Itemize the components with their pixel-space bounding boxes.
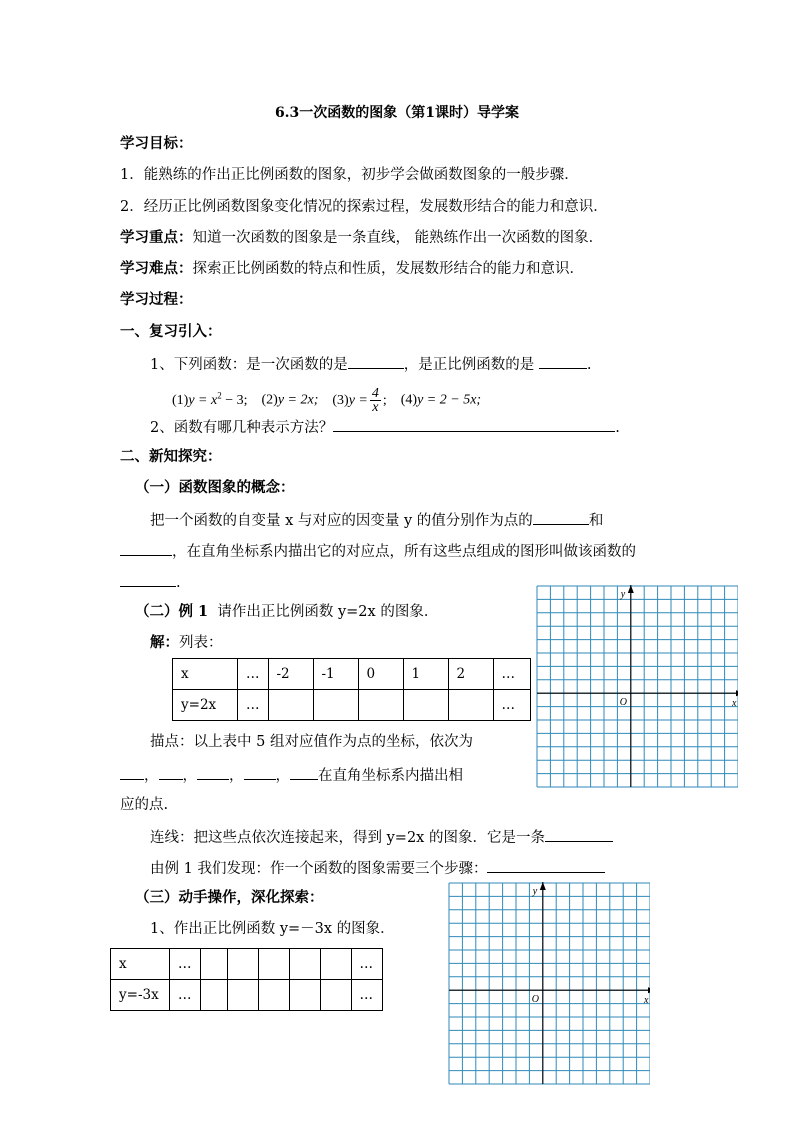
y-axis-label: y [620, 589, 626, 600]
table-cell[interactable] [268, 690, 313, 721]
table-cell: … [238, 690, 269, 721]
difficulty-label: 学习难点： [120, 260, 193, 277]
function-options [172, 382, 481, 414]
table-cell: … [493, 659, 530, 690]
difficulty [120, 259, 584, 279]
table-row [173, 659, 531, 690]
section2-heading: 二、新知探究： [120, 448, 222, 465]
table-cell: -2 [268, 659, 313, 690]
example-1-text: 请作出正比例函数 y=2x 的图象． [217, 604, 439, 620]
answer-blank[interactable] [120, 764, 144, 780]
table-cell[interactable] [227, 980, 258, 1011]
table-cell: y=2x [173, 690, 238, 721]
table-cell: -1 [313, 659, 358, 690]
answer-blank[interactable] [120, 571, 176, 587]
answer-blank[interactable] [333, 416, 615, 432]
subsection-concept: （一）函数图象的概念： [135, 479, 295, 496]
answer-blank[interactable] [290, 764, 318, 780]
x-axis-label: x [644, 995, 649, 1007]
question-1-end: . [586, 357, 592, 373]
plot-line-3: 应的点. [120, 797, 169, 813]
answer-blank[interactable] [545, 826, 613, 842]
table-cell[interactable] [200, 980, 227, 1011]
example-1-heading [135, 602, 438, 622]
page-title: 6.3一次函数的图象（第1课时）导学案 [274, 105, 520, 121]
x-axis-arrow-icon [648, 987, 650, 993]
question-2-text: 2、函数有哪几种表示方法？ [150, 420, 334, 436]
table-cell[interactable] [320, 980, 351, 1011]
subsection-practice: （三）动手操作，深化探索： [135, 889, 324, 906]
plot-line-2: ， ， ， ， 在直角坐标系内描出相 [120, 764, 463, 786]
option-1: $(1)y = x^2 - 3$; [172, 390, 248, 408]
example-1-label: （二）例 1 [135, 603, 209, 620]
table-cell[interactable] [289, 949, 320, 980]
table-row [173, 690, 531, 721]
table-cell[interactable] [258, 980, 289, 1011]
table-cell[interactable] [200, 949, 227, 980]
key-point [120, 228, 603, 248]
y-axis-label: y [532, 886, 538, 897]
answer-blank[interactable] [197, 764, 229, 780]
table-cell[interactable] [227, 949, 258, 980]
answer-blank[interactable] [487, 857, 605, 873]
solution-line: 解：列表： [150, 634, 223, 651]
concept-line-1: 把一个函数的自变量 x 与对应的因变量 y 的值分别作为点的 和 [150, 509, 603, 531]
section1-heading: 一、复习引入： [120, 323, 222, 340]
plot-line-1: 描点：以上表中 5 组对应值作为点的坐标，依次为 [150, 734, 473, 750]
answer-blank[interactable] [348, 353, 404, 369]
table-cell: 2 [448, 659, 493, 690]
table-cell: … [351, 949, 382, 980]
value-table-1 [172, 658, 531, 721]
table-cell[interactable] [358, 690, 403, 721]
table-cell[interactable] [320, 949, 351, 980]
table-cell: x [111, 949, 170, 980]
connect-line: 连线：把这些点依次连接起来，得到 y=2x 的图象．它是一条 [150, 826, 613, 848]
table-cell: 0 [358, 659, 403, 690]
objective-item: 1．能熟练的作出正比例函数的图象，初步学会做函数图象的一般步骤． [120, 167, 579, 183]
value-table-2 [110, 948, 383, 1011]
finding-line: 由例 1 我们发现：作一个函数的图象需要三个步骤： [150, 857, 605, 879]
objectives-heading: 学习目标： [120, 135, 193, 152]
coordinate-grid-1[interactable] [536, 585, 738, 800]
table-cell[interactable] [258, 949, 289, 980]
table-cell[interactable] [289, 980, 320, 1011]
table-cell: … [170, 949, 201, 980]
difficulty-text: 探索正比例函数的特点和性质，发展数形结合的能力和意识． [192, 261, 584, 277]
question-2-end: . [615, 420, 620, 436]
table-cell: … [238, 659, 269, 690]
table-cell: … [170, 980, 201, 1011]
table-cell: … [493, 690, 530, 721]
answer-blank[interactable] [539, 353, 587, 369]
answer-blank[interactable] [159, 764, 183, 780]
question-1-text-b: ，是正比例函数的是 [403, 357, 535, 373]
concept-line-2: ，在直角坐标系内描出它的对应点，所有这些点组成的图形叫做该函数的 [120, 540, 636, 562]
origin-label: O [531, 994, 540, 1006]
x-axis-label: x [732, 698, 737, 710]
option-3: (3)y = $\frac{4}{x}$ ; [332, 385, 387, 415]
option-2: (2)y = 2x; [261, 392, 319, 408]
key-point-label: 学习重点： [120, 229, 193, 246]
origin-label: O [619, 697, 628, 709]
process-heading: 学习过程： [120, 291, 193, 308]
objective-item: 2．经历正比例函数图象变化情况的探索过程，发展数形结合的能力和意识． [120, 199, 608, 215]
question-1 [150, 353, 591, 375]
question-2 [150, 416, 620, 438]
table-cell: 1 [403, 659, 448, 690]
table-cell: … [351, 980, 382, 1011]
table-cell: x [173, 659, 238, 690]
table-cell: y=-3x [111, 980, 170, 1011]
task-1: 1、作出正比例函数 y=－3x 的图象． [150, 921, 395, 937]
table-cell[interactable] [403, 690, 448, 721]
coordinate-grid-2[interactable] [448, 882, 650, 1097]
answer-blank[interactable] [120, 540, 172, 556]
table-row [111, 949, 383, 980]
answer-blank[interactable] [244, 764, 276, 780]
option-4: (4)y = 2 − 5x; [400, 392, 482, 408]
x-axis-arrow-icon [736, 690, 738, 696]
table-cell[interactable] [313, 690, 358, 721]
question-1-text: 1、下列函数：是一次函数的是 [150, 357, 348, 373]
table-row [111, 980, 383, 1011]
table-cell[interactable] [448, 690, 493, 721]
answer-blank[interactable] [533, 509, 589, 525]
concept-line-3: . [120, 571, 181, 593]
key-point-text: 知道一次函数的图象是一条直线， 能熟练作出一次函数的图象． [192, 230, 604, 246]
